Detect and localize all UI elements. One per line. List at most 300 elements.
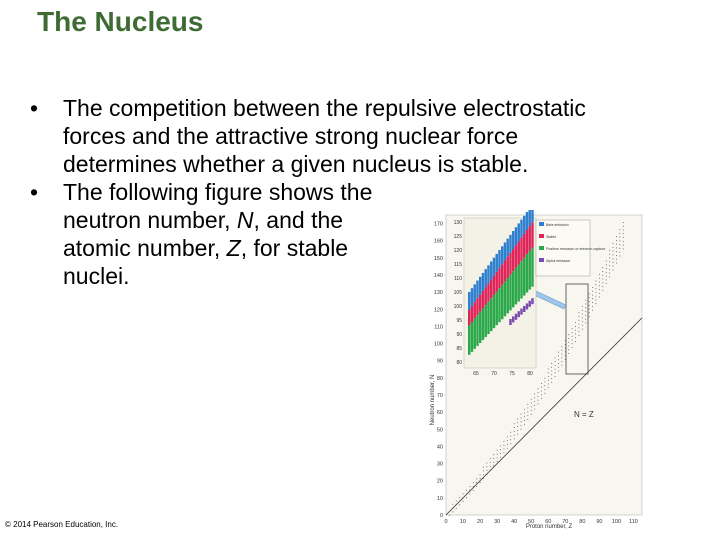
inset-beta-cell — [471, 288, 473, 306]
inset-y-tick-label: 85 — [456, 346, 462, 352]
nucleus-dot — [507, 448, 508, 449]
nucleus-dot — [592, 298, 593, 299]
nucleus-dot — [595, 299, 596, 300]
inset-alpha-cell — [523, 306, 525, 312]
inset-stable-cell — [471, 306, 473, 322]
inset-positron-cell — [487, 302, 489, 334]
nucleus-dot — [500, 453, 501, 454]
nucleus-dot — [595, 284, 596, 285]
x-tick-label: 90 — [596, 519, 603, 525]
nucleus-dot — [541, 391, 542, 392]
nucleus-dot — [483, 470, 484, 471]
nucleus-dot — [613, 258, 614, 259]
nucleus-dot — [548, 387, 549, 388]
nucleus-dot — [578, 335, 579, 336]
inset-stable-cell — [482, 291, 484, 309]
nucleus-dot — [503, 448, 504, 449]
nucleus-dot — [486, 474, 487, 475]
x-axis-label: Proton number, Z — [525, 524, 573, 530]
nucleus-dot — [619, 240, 620, 241]
nucleus-dot — [555, 376, 556, 377]
nucleus-dot — [503, 452, 504, 453]
nucleus-dot — [503, 441, 504, 442]
nucleus-dot — [500, 445, 501, 446]
inset-stable-cell — [529, 226, 531, 251]
nucleus-dot — [609, 276, 610, 277]
inset-stable-cell — [493, 276, 495, 295]
nucleus-dot — [486, 463, 487, 464]
x-tick-label: 60 — [545, 519, 552, 525]
nucleus-dot — [592, 306, 593, 307]
nucleus-dot — [575, 322, 576, 323]
nucleus-dot — [585, 304, 586, 305]
nucleus-dot — [575, 333, 576, 334]
legend-label: Beta emission — [546, 223, 569, 227]
nucleus-dot — [514, 438, 515, 439]
nucleus-dot — [524, 420, 525, 421]
inset-beta-cell — [493, 258, 495, 276]
nucleus-dot — [609, 269, 610, 270]
nucleus-dot — [463, 497, 464, 498]
nucleus-dot — [606, 276, 607, 277]
inset-y-tick-label: 80 — [456, 360, 462, 366]
nucleus-dot — [616, 251, 617, 252]
y-tick-label: 130 — [433, 290, 443, 297]
nucleus-dot — [602, 279, 603, 280]
inset-x-tick-label: 65 — [473, 371, 479, 377]
nucleus-dot — [483, 467, 484, 468]
inset-positron-cell — [512, 271, 514, 307]
bullet-2-text-pre: The following figure shows the neutron number, — [63, 179, 373, 233]
nucleus-dot — [497, 461, 498, 462]
inset-beta-cell — [468, 292, 470, 310]
nucleus-dot — [609, 250, 610, 251]
nucleus-dot — [619, 252, 620, 253]
nucleus-dot — [575, 337, 576, 338]
nucleus-dot — [599, 281, 600, 282]
nucleus-dot — [531, 402, 532, 403]
nucleus-dot — [517, 430, 518, 431]
inset-positron-cell — [509, 275, 511, 311]
nucleus-dot — [585, 319, 586, 320]
nucleus-dot — [520, 417, 521, 418]
inset-positron-cell — [498, 288, 500, 322]
nucleus-dot — [623, 233, 624, 234]
inset-x-tick-label: 75 — [509, 371, 515, 377]
inset-positron-cell — [531, 248, 533, 287]
nucleus-dot — [476, 486, 477, 487]
nucleus-dot — [572, 343, 573, 344]
nucleus-dot — [561, 361, 562, 362]
nucleus-dot — [599, 289, 600, 290]
bullet-2-z: Z — [226, 235, 241, 261]
inset-stable-cell — [490, 280, 492, 299]
legend-label: Positron emission or electron capture — [546, 247, 606, 251]
inset-beta-cell — [496, 254, 498, 272]
nucleus-dot — [606, 264, 607, 265]
nucleus-dot — [524, 413, 525, 414]
inset-positron-cell — [507, 278, 509, 313]
nucleus-dot — [497, 454, 498, 455]
nucleus-dot — [514, 431, 515, 432]
y-tick-label: 50 — [436, 427, 443, 434]
nucleus-dot — [589, 312, 590, 313]
nucleus-dot — [619, 229, 620, 230]
nucleus-dot — [486, 470, 487, 471]
nucleus-dot — [500, 449, 501, 450]
nucleus-dot — [599, 278, 600, 279]
nucleus-dot — [595, 280, 596, 281]
inset-stable-cell — [476, 299, 478, 316]
stability-figure — [424, 210, 662, 532]
nucleus-dot — [538, 396, 539, 397]
nucleus-dot — [517, 434, 518, 435]
nucleus-dot — [551, 367, 552, 368]
nucleus-dot — [456, 508, 457, 509]
inset-positron-cell — [468, 325, 470, 354]
nucleus-dot — [606, 261, 607, 262]
nucleus-dot — [572, 340, 573, 341]
inset-positron-cell — [485, 305, 487, 337]
inset-stable-cell — [518, 241, 520, 264]
nucleus-dot — [582, 306, 583, 307]
nucleus-dot — [578, 331, 579, 332]
nucleus-dot — [623, 226, 624, 227]
inset-alpha-cell — [512, 316, 514, 322]
x-tick-label: 40 — [511, 519, 518, 525]
nucleus-dot — [555, 369, 556, 370]
nucleus-dot — [613, 266, 614, 267]
inset-beta-cell — [523, 216, 525, 234]
nucleus-dot — [551, 378, 552, 379]
nucleus-dot — [493, 454, 494, 455]
nucleus-dot — [623, 245, 624, 246]
inset-alpha-cell — [531, 298, 533, 304]
nucleus-dot — [613, 243, 614, 244]
nucleus-dot — [483, 474, 484, 475]
inset-beta-cell — [487, 265, 489, 283]
nucleus-dot — [558, 367, 559, 368]
nucleus-dot — [585, 307, 586, 308]
nucleus-dot — [595, 303, 596, 304]
inset-positron-cell — [482, 308, 484, 340]
inset-y-tick-label: 105 — [453, 290, 462, 296]
nucleus-dot — [449, 515, 450, 516]
nucleus-dot — [544, 389, 545, 390]
legend-swatch — [539, 258, 544, 262]
inset-y-tick-label: 120 — [453, 248, 462, 254]
inset-beta-cell — [485, 269, 487, 287]
inset-stable-cell — [487, 283, 489, 301]
nucleus-dot — [500, 457, 501, 458]
inset-y-tick-label: 130 — [453, 220, 462, 226]
bullet-2-n: N — [236, 207, 254, 233]
y-tick-label: 170 — [433, 221, 443, 228]
nucleus-dot — [578, 312, 579, 313]
nucleus-dot — [568, 349, 569, 350]
nucleus-dot — [616, 240, 617, 241]
nucleus-dot — [592, 291, 593, 292]
nucleus-dot — [480, 478, 481, 479]
nucleus-dot — [609, 261, 610, 262]
nucleus-dot — [514, 423, 515, 424]
nucleus-dot — [616, 259, 617, 260]
inset-beta-cell — [501, 246, 503, 264]
y-tick-label: 10 — [436, 495, 443, 502]
nucleus-dot — [541, 383, 542, 384]
inset-stable-cell — [474, 302, 476, 318]
nucleus-dot — [575, 341, 576, 342]
nucleus-dot — [582, 329, 583, 330]
nucleus-dot — [616, 247, 617, 248]
inset-beta-cell — [474, 284, 476, 302]
nucleus-dot — [459, 501, 460, 502]
nucleus-dot — [541, 398, 542, 399]
inset-alpha-cell — [509, 319, 511, 325]
nucleus-dot — [595, 288, 596, 289]
nucleus-dot — [572, 332, 573, 333]
nucleus-dot — [527, 415, 528, 416]
inset-x-tick-label: 70 — [491, 371, 497, 377]
nucleus-dot — [517, 426, 518, 427]
nucleus-dot — [623, 230, 624, 231]
inset-positron-cell — [479, 312, 481, 343]
nucleus-dot — [578, 327, 579, 328]
nucleus-dot — [582, 325, 583, 326]
nucleus-dot — [568, 338, 569, 339]
nucleus-dot — [452, 511, 453, 512]
nucleus-dot — [619, 248, 620, 249]
nucleus-dot — [514, 435, 515, 436]
y-tick-label: 80 — [436, 375, 443, 382]
nucleus-dot — [585, 322, 586, 323]
inset-beta-cell — [512, 231, 514, 249]
inset-y-tick-label: 90 — [456, 332, 462, 338]
nucleus-dot — [592, 287, 593, 288]
nucleus-dot — [510, 443, 511, 444]
nucleus-dot — [534, 405, 535, 406]
nucleus-dot — [469, 494, 470, 495]
nucleus-dot — [578, 316, 579, 317]
inset-beta-cell — [529, 210, 531, 226]
x-tick-label: 100 — [611, 519, 622, 525]
x-tick-label: 110 — [629, 519, 638, 525]
nucleus-dot — [507, 436, 508, 437]
nucleus-dot — [595, 292, 596, 293]
nucleus-dot — [490, 458, 491, 459]
nucleus-dot — [527, 404, 528, 405]
nucleus-dot — [466, 497, 467, 498]
nucleus-dot — [534, 394, 535, 395]
nucleus-dot — [623, 241, 624, 242]
stability-chart — [424, 210, 662, 532]
nucleus-dot — [585, 311, 586, 312]
nucleus-dot — [589, 305, 590, 306]
nucleus-dot — [602, 271, 603, 272]
inset-stable-cell — [507, 257, 509, 278]
x-tick-label: 10 — [459, 519, 467, 525]
inset-x-tick-label: 80 — [527, 371, 533, 377]
nucleus-dot — [520, 429, 521, 430]
nucleus-dot — [568, 353, 569, 354]
nucleus-dot — [561, 365, 562, 366]
nucleus-dot — [568, 345, 569, 346]
inset-stable-cell — [479, 295, 481, 312]
nucleus-dot — [524, 409, 525, 410]
nucleus-dot — [463, 501, 464, 502]
nucleus-dot — [507, 444, 508, 445]
nucleus-dot — [449, 511, 450, 512]
x-tick-label: 0 — [444, 519, 448, 525]
inset-beta-cell — [531, 210, 533, 222]
nucleus-dot — [493, 458, 494, 459]
nucleus-dot — [463, 493, 464, 494]
nucleus-dot — [548, 368, 549, 369]
nucleus-dot — [531, 406, 532, 407]
nucleus-dot — [599, 293, 600, 294]
nucleus-dot — [510, 439, 511, 440]
nucleus-dot — [452, 508, 453, 509]
nucleus-dot — [544, 381, 545, 382]
x-tick-label: 30 — [494, 519, 501, 525]
nucleus-dot — [493, 462, 494, 463]
nucleus-dot — [548, 372, 549, 373]
inset-beta-cell — [518, 223, 520, 241]
nucleus-dot — [486, 466, 487, 467]
inset-y-tick-label: 100 — [453, 304, 462, 310]
nucleus-dot — [558, 355, 559, 356]
nucleus-dot — [551, 370, 552, 371]
y-tick-label: 120 — [433, 307, 443, 314]
nucleus-dot — [592, 302, 593, 303]
x-tick-label: 70 — [562, 519, 569, 525]
nucleus-dot — [561, 350, 562, 351]
nucleus-dot — [517, 419, 518, 420]
nucleus-dot — [613, 247, 614, 248]
y-tick-label: 150 — [433, 255, 443, 262]
inset-alpha-cell — [529, 301, 531, 307]
bullet-1-text: The competition between the repulsive electrostatic forces and the attractive strong nuclear force determines whether a given nucleus is stable. — [63, 95, 586, 177]
bullet-1 — [30, 94, 630, 178]
slide-title: The Nucleus — [37, 6, 204, 37]
inset-positron-cell — [496, 292, 498, 326]
nucleus-dot — [589, 293, 590, 294]
nucleus-dot — [609, 254, 610, 255]
inset-beta-cell — [515, 227, 517, 245]
legend-swatch — [539, 222, 544, 226]
nucleus-dot — [490, 466, 491, 467]
inset-y-tick-label: 95 — [456, 318, 462, 324]
nucleus-dot — [616, 244, 617, 245]
nucleus-dot — [555, 372, 556, 373]
nucleus-dot — [602, 267, 603, 268]
nucleus-dot — [551, 374, 552, 375]
nucleus-dot — [514, 427, 515, 428]
nucleus-dot — [589, 308, 590, 309]
y-tick-label: 0 — [439, 513, 443, 519]
nucleus-dot — [613, 251, 614, 252]
legend-label: Alpha emission — [546, 259, 571, 263]
x-tick-label: 50 — [528, 519, 535, 525]
bullet-dot: • — [30, 95, 39, 121]
nucleus-dot — [619, 237, 620, 238]
nucleus-dot — [527, 419, 528, 420]
nucleus-dot — [589, 316, 590, 317]
y-tick-label: 40 — [436, 444, 443, 451]
nucleus-dot — [568, 334, 569, 335]
inset-positron-cell — [515, 268, 517, 305]
nucleus-dot — [595, 296, 596, 297]
y-tick-label: 20 — [436, 478, 443, 485]
nucleus-dot — [459, 504, 460, 505]
nucleus-dot — [606, 268, 607, 269]
nucleus-dot — [606, 283, 607, 284]
legend-swatch — [539, 234, 544, 238]
legend-swatch — [539, 246, 544, 250]
nucleus-dot — [623, 237, 624, 238]
nucleus-dot — [503, 445, 504, 446]
nucleus-dot — [538, 403, 539, 404]
nucleus-dot — [541, 394, 542, 395]
inset-positron-cell — [493, 295, 495, 328]
inset-stable-cell — [498, 268, 500, 288]
y-tick-label: 30 — [436, 461, 443, 468]
nucleus-dot — [480, 474, 481, 475]
inset-alpha-cell — [518, 311, 520, 317]
nucleus-dot — [531, 414, 532, 415]
inset-stable-cell — [520, 238, 522, 261]
inset-beta-cell — [498, 250, 500, 268]
inset-beta-cell — [476, 281, 478, 299]
nucleus-dot — [510, 432, 511, 433]
nucleus-dot — [497, 457, 498, 458]
nucleus-dot — [510, 436, 511, 437]
inset-y-tick-label: 110 — [454, 276, 462, 282]
inset-stable-cell — [468, 310, 470, 325]
nucleus-dot — [578, 324, 579, 325]
bullet-2-text-post: , for stable nuclei. — [63, 235, 349, 289]
inset-positron-cell — [518, 264, 520, 301]
inset-alpha-cell — [515, 314, 517, 320]
nucleus-dot — [459, 497, 460, 498]
inset-beta-cell — [526, 212, 528, 230]
nucleus-dot — [592, 310, 593, 311]
nucleus-dot — [483, 478, 484, 479]
nucleus-dot — [555, 361, 556, 362]
nucleus-dot — [575, 330, 576, 331]
nucleus-dot — [493, 465, 494, 466]
nucleus-dot — [527, 408, 528, 409]
nucleus-dot — [558, 371, 559, 372]
inset-positron-cell — [476, 315, 478, 346]
nucleus-dot — [589, 297, 590, 298]
nucleus-dot — [524, 424, 525, 425]
nucleus-dot — [585, 315, 586, 316]
nucleus-dot — [469, 486, 470, 487]
nucleus-dot — [609, 257, 610, 258]
nucleus-dot — [527, 411, 528, 412]
nucleus-dot — [490, 470, 491, 471]
nucleus-dot — [476, 478, 477, 479]
nucleus-dot — [623, 248, 624, 249]
nucleus-dot — [585, 300, 586, 301]
nucleus-dot — [613, 262, 614, 263]
y-tick-label: 160 — [433, 238, 443, 245]
nucleus-dot — [507, 440, 508, 441]
inset-beta-cell — [507, 239, 509, 257]
nucleus-dot — [520, 421, 521, 422]
nucleus-dot — [578, 320, 579, 321]
